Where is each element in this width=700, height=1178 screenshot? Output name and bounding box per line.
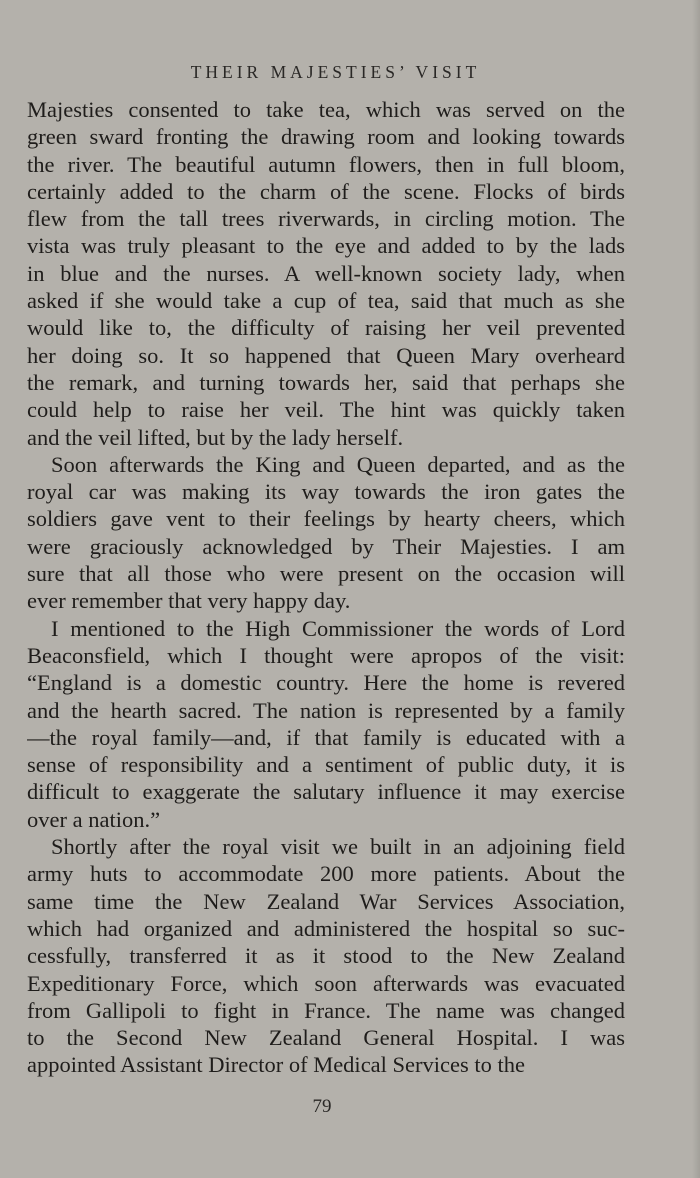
text-line: —the royal family—and, if that family is educated with a	[27, 724, 625, 750]
page-number: 79	[312, 1096, 332, 1117]
text-line: soldiers gave vent to their feelings by hearty cheers, which	[27, 506, 625, 532]
text-line: ever remember that very happy day.	[27, 588, 351, 614]
text-line: the river. The beautiful autumn flowers, then in full bloom,	[27, 151, 625, 177]
text-line: over a nation.”	[27, 806, 161, 832]
body-text	[27, 96, 625, 1079]
text-line: which had organized and administered the hospital so suc-	[27, 915, 625, 941]
text-line: and the veil lifted, but by the lady herself.	[27, 424, 404, 450]
text-line: sense of responsibility and a sentiment of public duty, it is	[27, 752, 625, 778]
text-line: vista was truly pleasant to the eye and added to by the lads	[27, 233, 625, 259]
text-line: were graciously acknowledged by Their Majesties. I am	[27, 533, 625, 559]
text-line: Majesties consented to take tea, which was served on the	[27, 97, 625, 122]
paragraph	[27, 615, 625, 833]
paragraph	[27, 833, 625, 1079]
text-line: I mentioned to the High Commissioner the words of Lord	[51, 615, 625, 641]
paragraph	[27, 96, 625, 451]
text-line: cessfully, transferred it as it stood to the New Zealand	[27, 943, 625, 969]
text-line: “England is a domestic country. Here the home is revered	[27, 670, 625, 696]
text-line: Beaconsfield, which I thought were apropos of the visit:	[27, 642, 625, 668]
text-line: certainly added to the charm of the scene. Flocks of birds	[27, 178, 625, 204]
text-line: could help to raise her veil. The hint was quickly taken	[27, 397, 625, 423]
page-edge-shadow	[692, 0, 700, 1178]
text-line: and the hearth sacred. The nation is represented by a family	[27, 697, 625, 723]
text-line: Shortly after the royal visit we built in an adjoining field	[51, 834, 625, 860]
text-line: Expeditionary Force, which soon afterwards was evacuated	[27, 970, 625, 996]
text-line: sure that all those who were present on the occasion will	[27, 561, 625, 587]
text-line: green sward fronting the drawing room and looking towards	[27, 124, 625, 150]
text-line: royal car was making its way towards the iron gates the	[27, 479, 625, 505]
text-line: Soon afterwards the King and Queen departed, and as the	[51, 451, 625, 477]
text-line: flew from the tall trees riverwards, in circling motion. The	[27, 206, 625, 232]
text-line: from Gallipoli to fight in France. The name was changed	[27, 997, 625, 1023]
text-line: appointed Assistant Director of Medical Services to the	[27, 1052, 525, 1078]
text-line: asked if she would take a cup of tea, said that much as she	[27, 288, 625, 314]
text-line: would like to, the difficulty of raising her veil prevented	[27, 315, 625, 341]
text-line: same time the New Zealand War Services Association,	[27, 888, 625, 914]
paragraph	[27, 451, 625, 615]
text-line: her doing so. It so happened that Queen Mary overheard	[27, 342, 625, 368]
text-line: in blue and the nurses. A well-known society lady, when	[27, 260, 625, 286]
text-line: to the Second New Zealand General Hospital. I was	[27, 1025, 625, 1051]
text-line: difficult to exaggerate the salutary influence it may exercise	[27, 779, 625, 805]
text-line: army huts to accommodate 200 more patients. About the	[27, 861, 625, 887]
text-line: the remark, and turning towards her, said that perhaps she	[27, 369, 625, 395]
running-head: THEIR MAJESTIES’ VISIT	[190, 62, 481, 82]
